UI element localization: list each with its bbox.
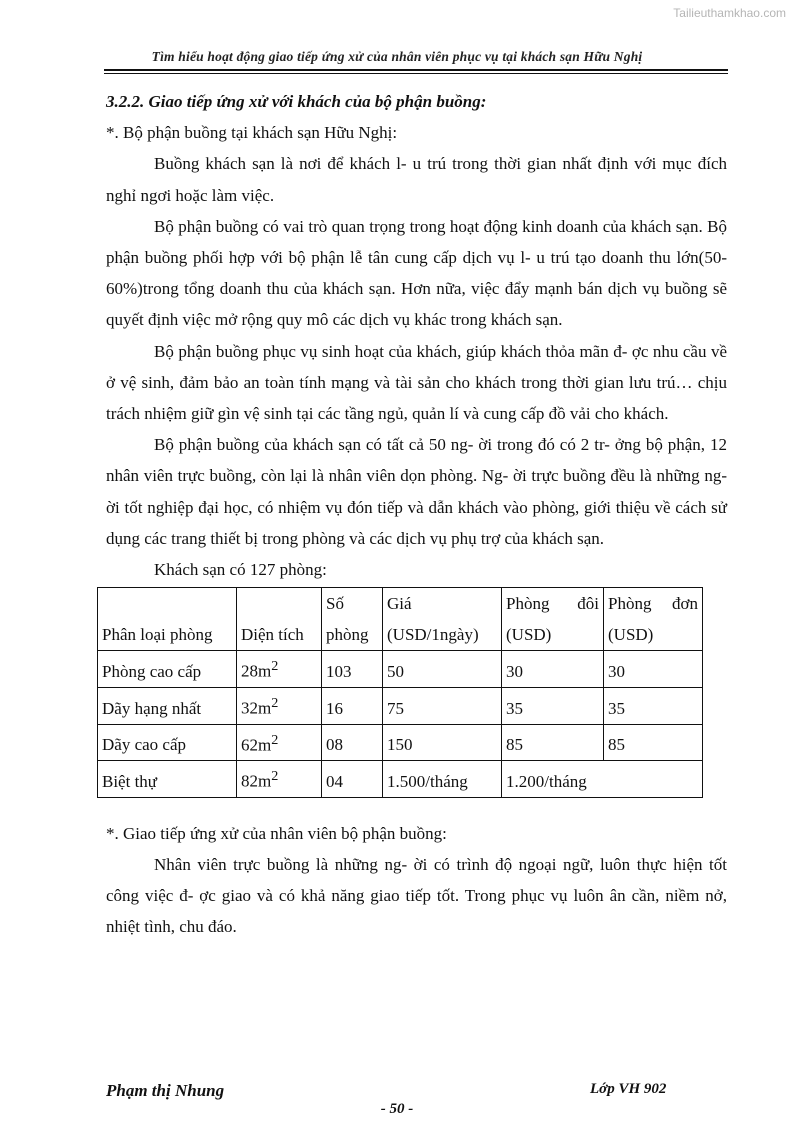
cell-double: 30 [502,651,604,688]
cell-price: 150 [383,724,502,761]
cell-area: $82m^2$ [237,761,322,798]
header-cell-single: Phòng đơn (USD) [604,588,703,651]
paragraph: Bộ phận buồng có vai trò quan trọng trong hoạt động kinh doanh của khách sạn. Bộ phận buồng phối hợp với bộ phận lễ tân cung cấp dịch vụ l- u trú tạo doanh thu lớn(50-60%)trong tổng doanh thu của khách sạn. Hơn nữa, việc đẩy mạnh bán dịch vụ buồng sẽ quyết định việc mở rộng quy mô các dịch vụ khác trong khách sạn. [106,216,727,330]
watermark: Tailieuthamkhao.com [673,6,786,20]
cell-single: 35 [604,687,703,724]
cell-double: 1.200/tháng [502,761,604,798]
cell-price: 1.500/tháng [383,761,502,798]
cell-single: 85 [604,724,703,761]
paragraph: Bộ phận buồng của khách sạn có tất cả 50 ng- ời trong đó có 2 tr- ởng bộ phận, 12 nhân viên trực buồng, còn lại là nhân viên dọn phòng. Ng- ời trực buồng đều là những ng- ời tốt nghiệp đại học, có nhiệm vụ đón tiếp và dẫn khách vào phòng, giới thiệu về cách sử dụng các trang thiết bị trong phòng và các dịch vụ phụ trợ của khách sạn. [106,435,727,548]
cell-type: Dãy cao cấp [98,724,237,761]
subsection-label: *. Giao tiếp ứng xử của nhân viên bộ phận buồng: [106,823,447,843]
cell-count: 04 [322,761,383,798]
cell-area: $28m^2$ [237,651,322,688]
footer-class: Lớp VH 902 [590,1081,667,1097]
table-intro: Khách sạn có 127 phòng: [154,560,327,580]
table-row [98,761,703,798]
table-header-row [98,588,703,651]
table-row [98,687,703,724]
cell-double: 35 [502,687,604,724]
cell-type: Phòng cao cấp [98,651,237,688]
cell-count: 103 [322,651,383,688]
cell-type: Dãy hạng nhất [98,687,237,724]
running-header: Tìm hiểu hoạt động giao tiếp ứng xử của nhân viên phục vụ tại khách sạn Hữu Nghị [151,49,643,64]
table-row [98,651,703,688]
header-cell-double: Phòng đôi (USD) [502,588,604,651]
cell-count: 08 [322,724,383,761]
header-cell-area: Diện tích [237,588,322,651]
paragraph: Nhân viên trực buồng là những ng- ời có trình độ ngoại ngữ, luôn thực hiện tốt công việc đ- ợc giao và có khả năng giao tiếp tốt. Trong phục vụ luôn ân cần, niềm nở, nhiệt tình, chu đáo. [106,855,727,937]
cell-single [604,761,703,798]
paragraph: Bộ phận buồng phục vụ sinh hoạt của khách, giúp khách thỏa mãn đ- ợc nhu cầu về ở vệ sinh, đảm bảo an toàn tính mạng và tài sản cho khách trong thời gian lưu trú… chịu trách nhiệm giữ gìn vệ sinh tại các tầng ngủ, quản lí và cung cấp đồ vải cho khách. [106,341,727,424]
section-heading: 3.2.2. Giao tiếp ứng xử với khách của bộ phận buồng: [106,92,487,111]
table-row [98,724,703,761]
page-body [102,86,727,943]
cell-price: 75 [383,687,502,724]
header-cell-price: Giá (USD/1ngày) [383,588,502,651]
footer-author: Phạm thị Nhung [106,1081,225,1100]
cell-type: Biệt thự [98,761,237,798]
page-number: - 50 - [380,1101,414,1117]
header-cell-type: Phân loại phòng [98,588,237,651]
cell-area: $62m^2$ [237,724,322,761]
subsection-label: *. Bộ phận buồng tại khách sạn Hữu Nghị: [106,123,398,143]
cell-price: 50 [383,651,502,688]
cell-count: 16 [322,687,383,724]
paragraph: Buồng khách sạn là nơi để khách l- u trú trong thời gian nhất định với mục đích nghỉ ngơi hoặc làm việc. [106,154,727,205]
header-rule-thin [104,73,728,74]
cell-area: $32m^2$ [237,687,322,724]
cell-double: 85 [502,724,604,761]
cell-single: 30 [604,651,703,688]
header-rule-thick [104,69,728,71]
room-table [97,587,703,798]
header-cell-count: Số phòng [322,588,383,651]
